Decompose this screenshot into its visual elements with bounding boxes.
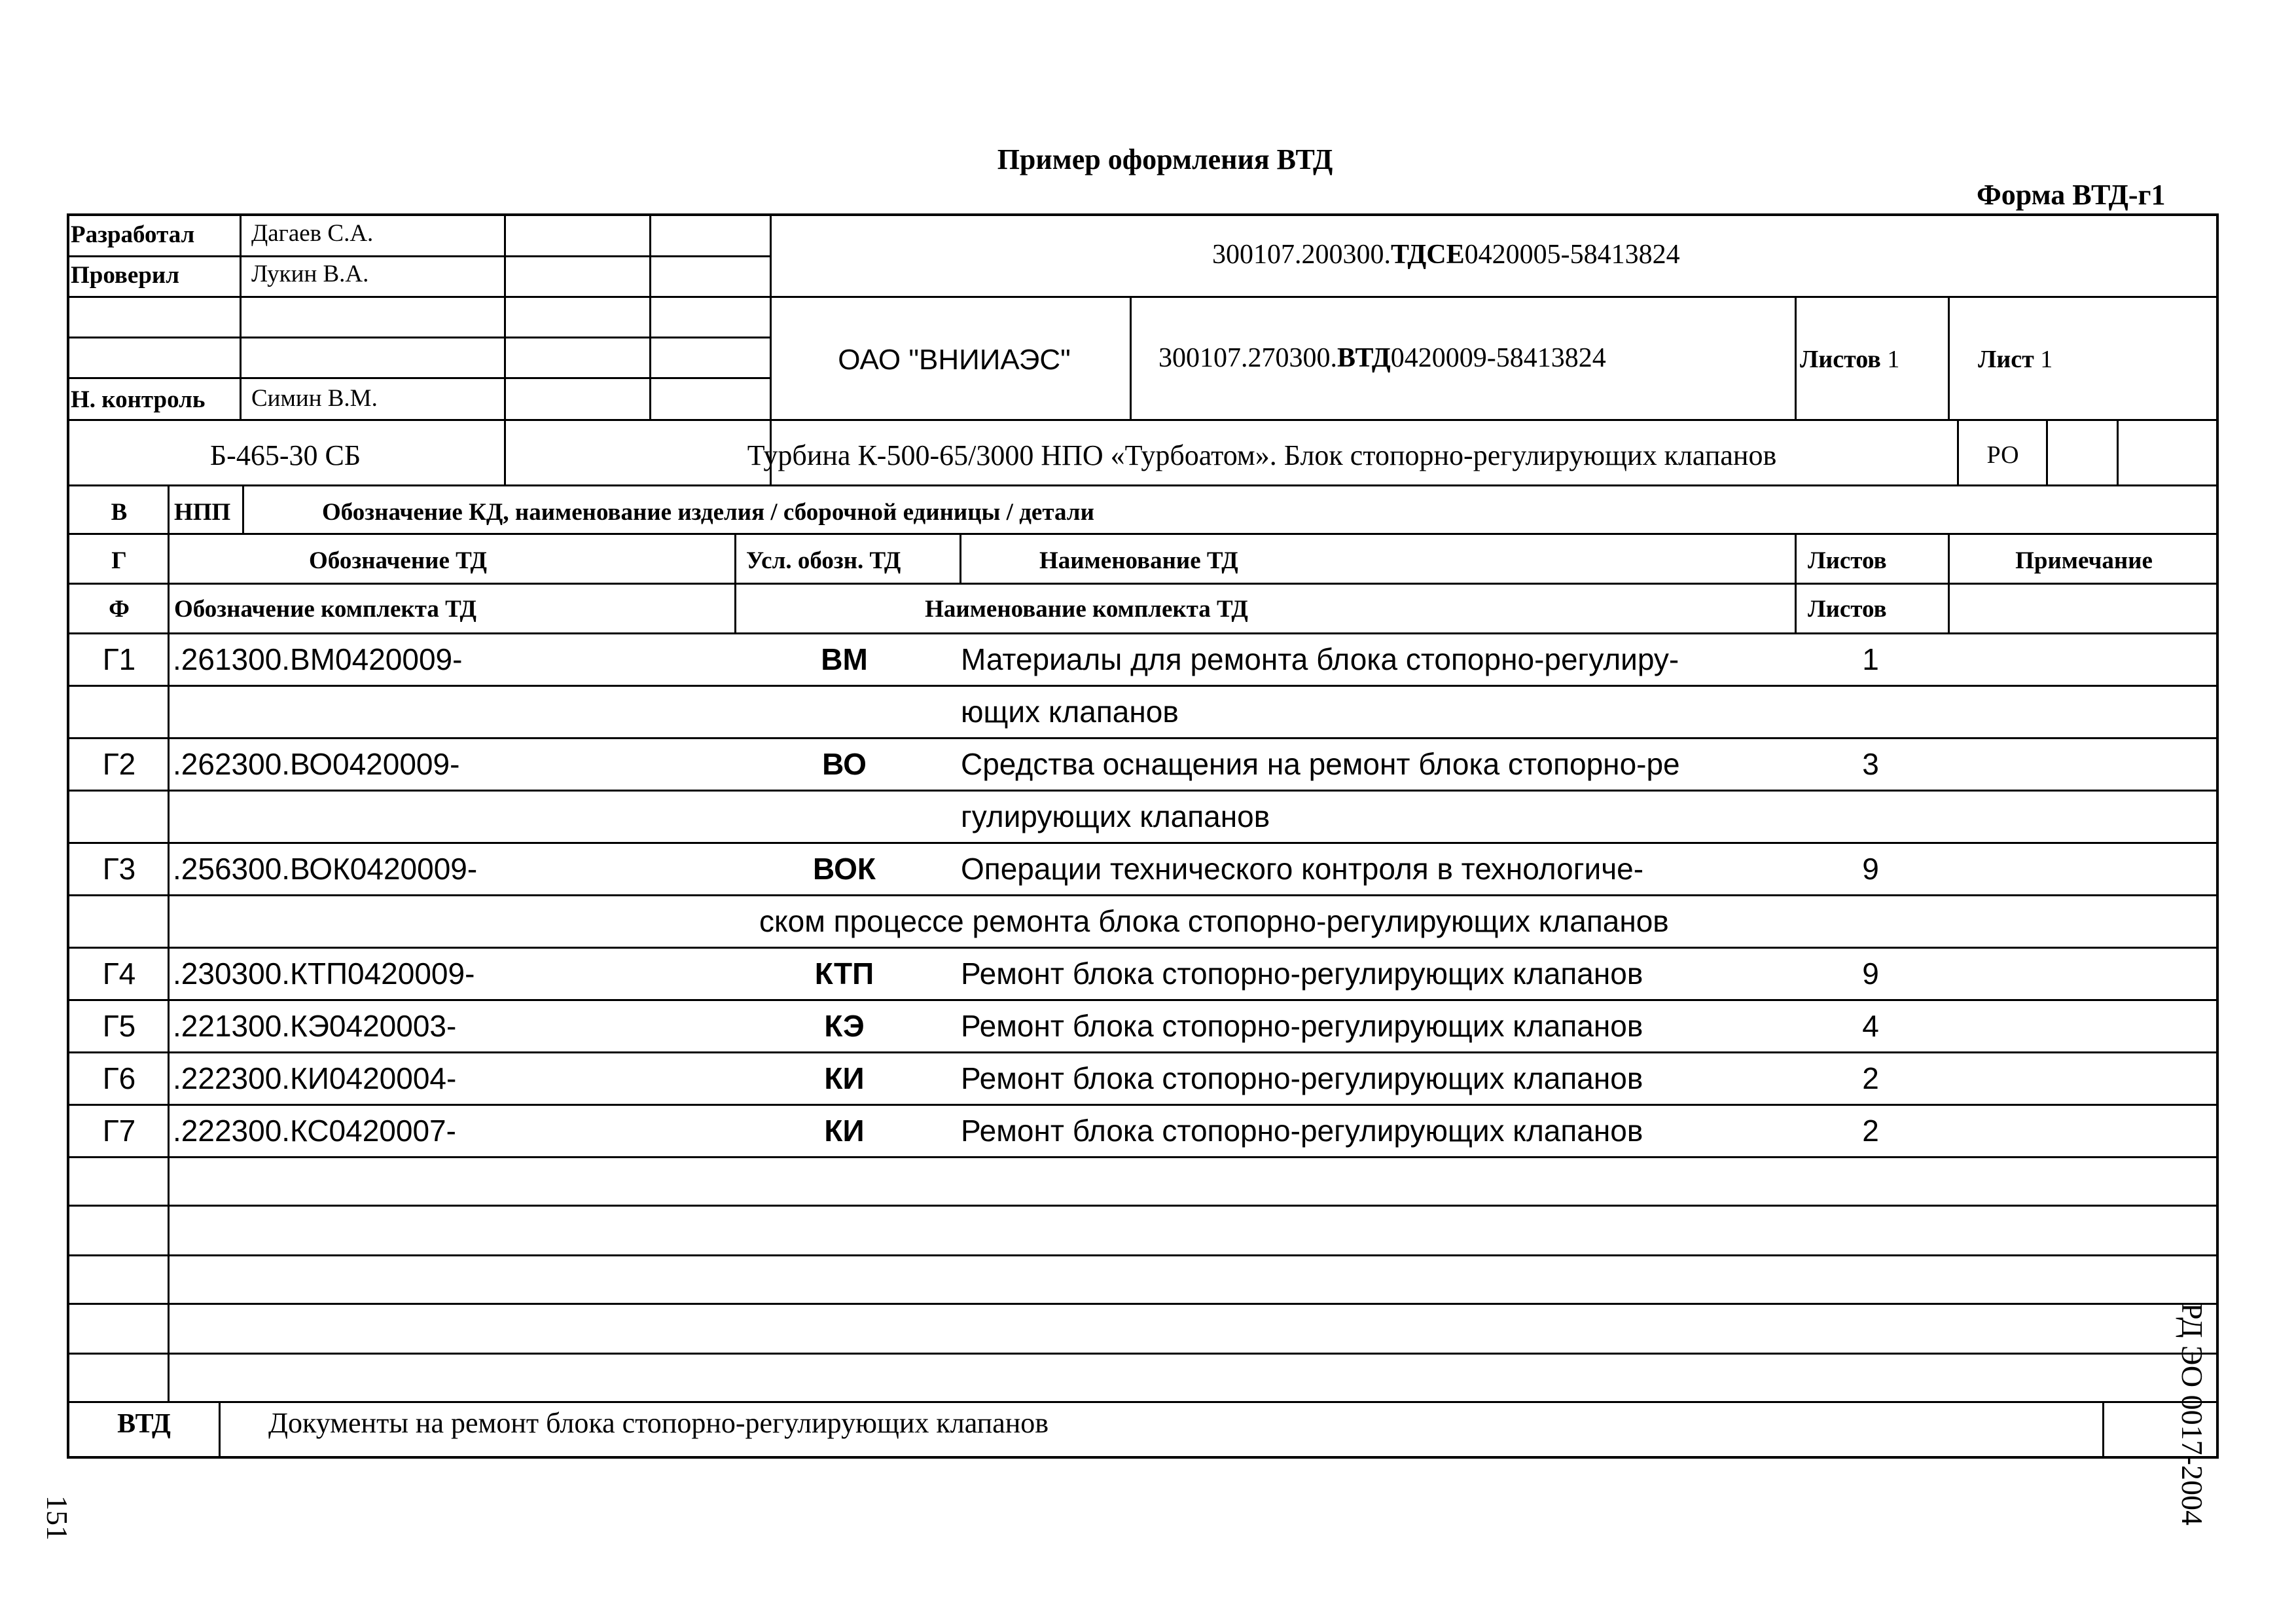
grid-line [67,1156,2216,1158]
grid-line [67,255,770,257]
checked-label: Проверил [71,262,179,289]
organization: ОАО "ВНИИАЭС" [838,344,1071,376]
grid-line [67,213,2216,216]
row-designation: .222300.КС0420007- [173,1114,456,1148]
header-g-note: Примечание [2015,547,2153,574]
grid-line [649,213,651,419]
grid-line [1948,533,1950,632]
row-sheets: 2 [1862,1114,1879,1148]
grid-line [67,419,2216,421]
grid-line [168,484,170,533]
row-code: Г4 [102,957,136,991]
row-designation: .262300.ВО0420009- [173,747,460,781]
row-code: Г1 [102,642,136,676]
grid-line [168,533,170,1401]
vtd-code: 300107.270300.ВТД0420009-58413824 [1158,343,1606,373]
developed-name: Дагаев С.А. [251,220,374,247]
grid-line [67,484,2216,486]
row-name: Ремонт блока стопорно-регулирующих клапанов [961,1114,1643,1148]
grid-line [67,1205,2216,1207]
header-v-npp: НПП [174,499,231,526]
grid-line [67,1303,2216,1305]
grid-line [1795,296,1797,419]
row-name-continuation: гулирующих клапанов [961,799,1270,833]
grid-line [2046,419,2048,484]
row-code: Г3 [102,852,136,886]
checked-name: Лукин В.А. [251,261,369,287]
row-code: Г2 [102,747,136,781]
developed-label: Разработал [71,221,195,248]
grid-line [67,1254,2216,1256]
grid-line [240,213,242,419]
grid-line [67,296,2216,298]
row-sheets: 9 [1862,957,1879,991]
header-f-code: Ф [109,596,130,623]
row-abbr: ВМ [821,642,868,676]
grid-line [67,1401,2216,1403]
header-g-code: Г [111,547,127,574]
grid-line [960,533,961,583]
row-abbr: КИ [824,1061,865,1095]
grid-line [67,999,2216,1001]
row-designation: .256300.ВОК0420009- [173,852,478,886]
row-designation: .221300.КЭ0420003- [173,1009,457,1043]
header-g-sheets: Листов [1808,547,1887,574]
sheet-number: Лист 1 [1978,346,2053,373]
header-g-abbr: Усл. обозн. ТД [746,547,901,574]
grid-line [504,213,506,419]
row-code: Г7 [102,1114,136,1148]
row-name: Ремонт блока стопорно-регулирующих клапанов [961,1061,1643,1095]
product-name: Турбина К-500-65/3000 НПО «Турбоатом». Блок стопорно-регулирующих клапанов [747,439,1777,471]
header-f-sheets: Листов [1808,596,1887,623]
grid-line [1957,419,1959,484]
header-v-kd: Обозначение КД, наименование изделия / сборочной единицы / детали [322,499,1094,526]
header-v-code: В [111,499,128,526]
page-number: 151 [41,1495,74,1541]
grid-line [67,947,2216,949]
grid-line [67,1104,2216,1106]
row-abbr: ВОК [813,852,876,886]
grid-line [67,685,2216,687]
row-code: Г6 [102,1061,136,1095]
grid-line [242,484,244,533]
footer-label: ВТД [117,1409,171,1439]
grid-line [2216,213,2219,1459]
page-heading: Пример оформления ВТД [997,143,1333,175]
row-name-continuation: ющих клапанов [961,695,1179,729]
grid-line [67,337,770,338]
grid-line [67,632,2216,634]
grid-line [67,213,69,1456]
grid-line [67,377,770,379]
grid-line [1130,296,1132,419]
row-abbr: КИ [824,1114,865,1148]
row-name-continuation: ском процессе ремонта блока стопорно-регулирующих клапанов [759,904,1669,938]
row-name: Средства оснащения на ремонт блока стопорно-ре [961,747,1680,781]
row-code: Г5 [102,1009,136,1043]
header-f-designation: Обозначение комплекта ТД [174,596,476,623]
grid-line [67,1353,2216,1355]
grid-line [67,737,2216,739]
row-abbr: ВО [822,747,867,781]
grid-line [2102,1401,2104,1456]
grid-line [504,419,506,484]
row-sheets: 1 [1862,642,1879,676]
grid-line [67,1456,2216,1459]
form-label: Форма ВТД-г1 [1977,179,2166,211]
assembly-code: Б-465-30 СБ [209,439,361,471]
row-sheets: 3 [1862,747,1879,781]
grid-line [2117,419,2119,484]
ro-mark: РО [1986,441,2019,469]
grid-line [67,1051,2216,1053]
row-sheets: 9 [1862,852,1879,886]
grid-line [67,790,2216,792]
row-name: Ремонт блока стопорно-регулирующих клапанов [961,1009,1643,1043]
norm-control-label: Н. контроль [71,386,206,413]
side-document-code: РД ЭО 0017-2004 [2176,1303,2209,1525]
header-f-name: Наименование комплекта ТД [925,596,1248,623]
row-designation: .230300.КТП0420009- [173,957,475,991]
grid-line [734,533,736,632]
row-designation: .261300.ВМ0420009- [173,642,463,676]
footer-text: Документы на ремонт блока стопорно-регулирующих клапанов [268,1407,1049,1439]
row-sheets: 2 [1862,1061,1879,1095]
header-g-name: Наименование ТД [1039,547,1238,574]
grid-line [67,583,2216,585]
row-designation: .222300.КИ0420004- [173,1061,457,1095]
grid-line [67,842,2216,844]
sheets-total: Листов 1 [1800,346,1900,373]
norm-control-name: Симин В.М. [251,385,378,412]
row-name: Ремонт блока стопорно-регулирующих клапанов [961,957,1643,991]
row-sheets: 4 [1862,1009,1879,1043]
grid-line [1948,296,1950,419]
grid-line [67,533,2216,535]
row-name: Материалы для ремонта блока стопорно-регулиру- [961,642,1679,676]
grid-line [67,894,2216,896]
row-abbr: КТП [814,957,874,991]
document-code: 300107.200300.ТДСЕ0420005-58413824 [1212,240,1680,270]
row-name: Операции технического контроля в технологиче- [961,852,1644,886]
row-abbr: КЭ [824,1009,865,1043]
grid-line [219,1401,221,1456]
header-g-designation: Обозначение ТД [309,547,487,574]
grid-line [1795,533,1797,632]
